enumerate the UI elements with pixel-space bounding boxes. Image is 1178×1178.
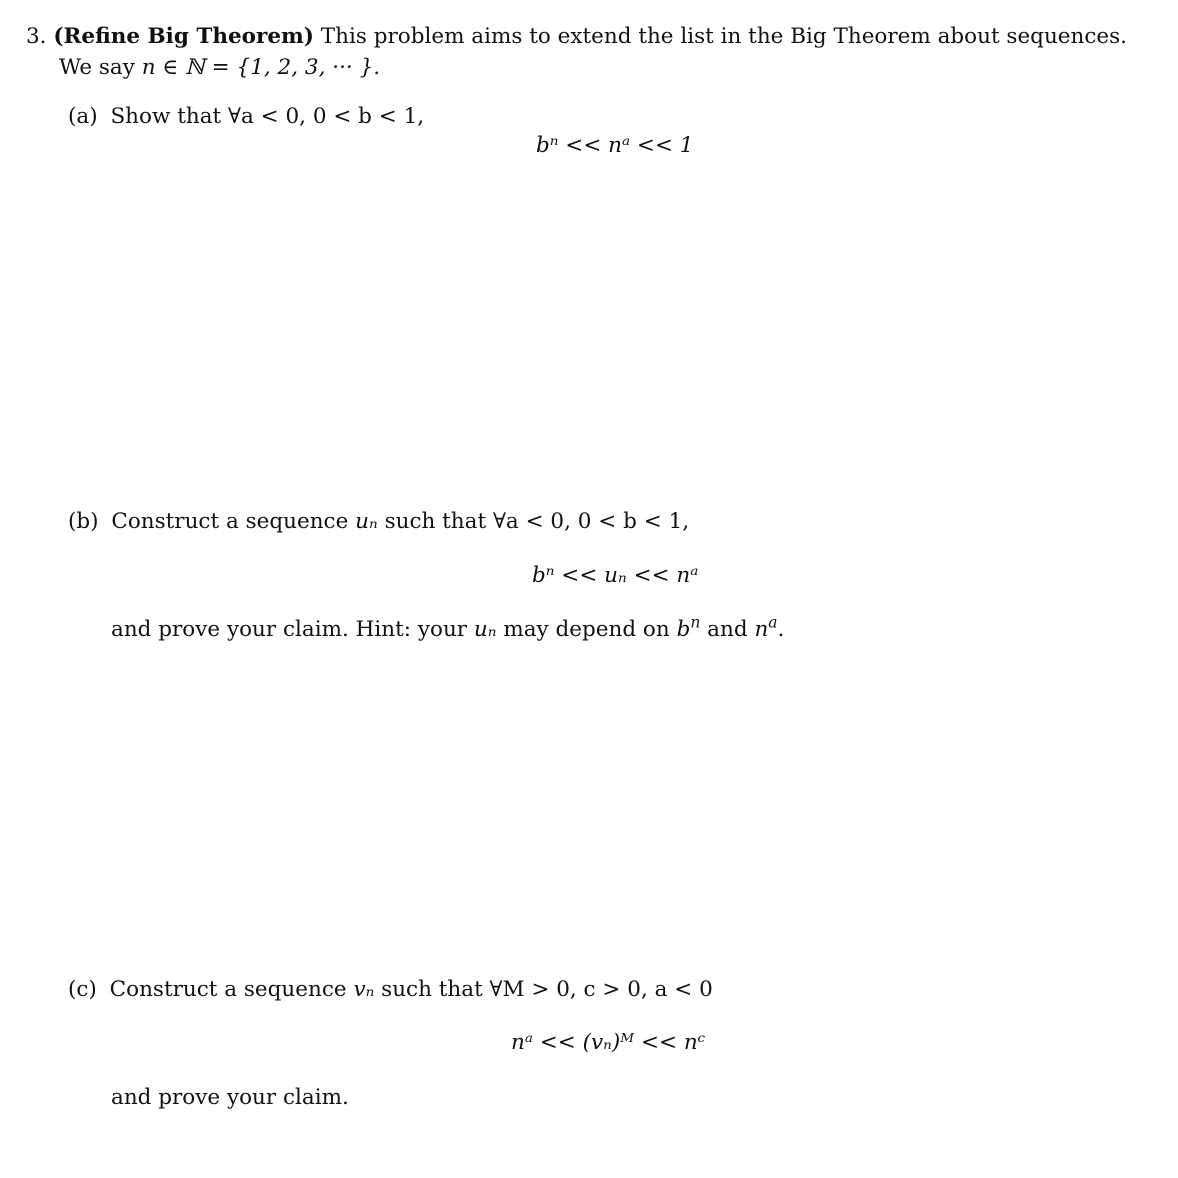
part-c-prompt-1: Construct a sequence xyxy=(109,977,347,1002)
part-b-after-seq: uₙ xyxy=(473,617,497,642)
part-b-after-3: and xyxy=(707,617,748,642)
part-b-prompt-1: Construct a sequence xyxy=(111,509,349,534)
part-b-label: (b) xyxy=(68,509,99,534)
problem-heading xyxy=(26,24,1127,51)
problem-title: (Refine Big Theorem) xyxy=(53,24,314,49)
part-b-display-equation: bⁿ << uₙ << nᵃ xyxy=(532,563,699,588)
part-c-after-line: and prove your claim. xyxy=(111,1085,349,1110)
part-c-seq: vₙ xyxy=(353,977,375,1002)
part-a-prompt-line xyxy=(68,104,424,131)
part-a-label: (a) xyxy=(68,104,98,129)
part-b-after-2: may depend on xyxy=(503,617,670,642)
part-c-label: (c) xyxy=(68,977,97,1002)
part-c-prompt-2: such that ∀M > 0, c > 0, a < 0 xyxy=(381,977,713,1002)
part-a-prompt: Show that ∀a < 0, 0 < b < 1, xyxy=(110,104,425,129)
problem-number: 3. xyxy=(26,24,47,49)
part-b-after-line xyxy=(111,613,785,644)
part-c-display-equation: nᵃ << (vₙ)ᴹ << nᶜ xyxy=(511,1030,706,1055)
part-b-after-1: and prove your claim. Hint: your xyxy=(111,617,468,642)
part-b-prompt-line xyxy=(68,509,689,536)
part-b-prompt-2: such that ∀a < 0, 0 < b < 1, xyxy=(384,509,690,534)
set-definition-line xyxy=(59,55,380,82)
set-definition: n ∈ ℕ = {1, 2, 3, ··· }. xyxy=(141,55,381,80)
part-b-n-to-a: $n^a$ xyxy=(754,613,778,642)
part-b-after-end: . xyxy=(777,617,785,642)
part-c-prompt-line xyxy=(68,977,713,1004)
part-a-display-equation: bⁿ << nᵃ << 1 xyxy=(536,133,694,158)
problem-intro: This problem aims to extend the list in the Big Theorem about sequences. xyxy=(320,24,1127,49)
say-prefix: We say xyxy=(59,55,135,80)
part-b-b-to-n: $b^n$ xyxy=(676,613,701,642)
part-b-seq: uₙ xyxy=(355,509,378,534)
